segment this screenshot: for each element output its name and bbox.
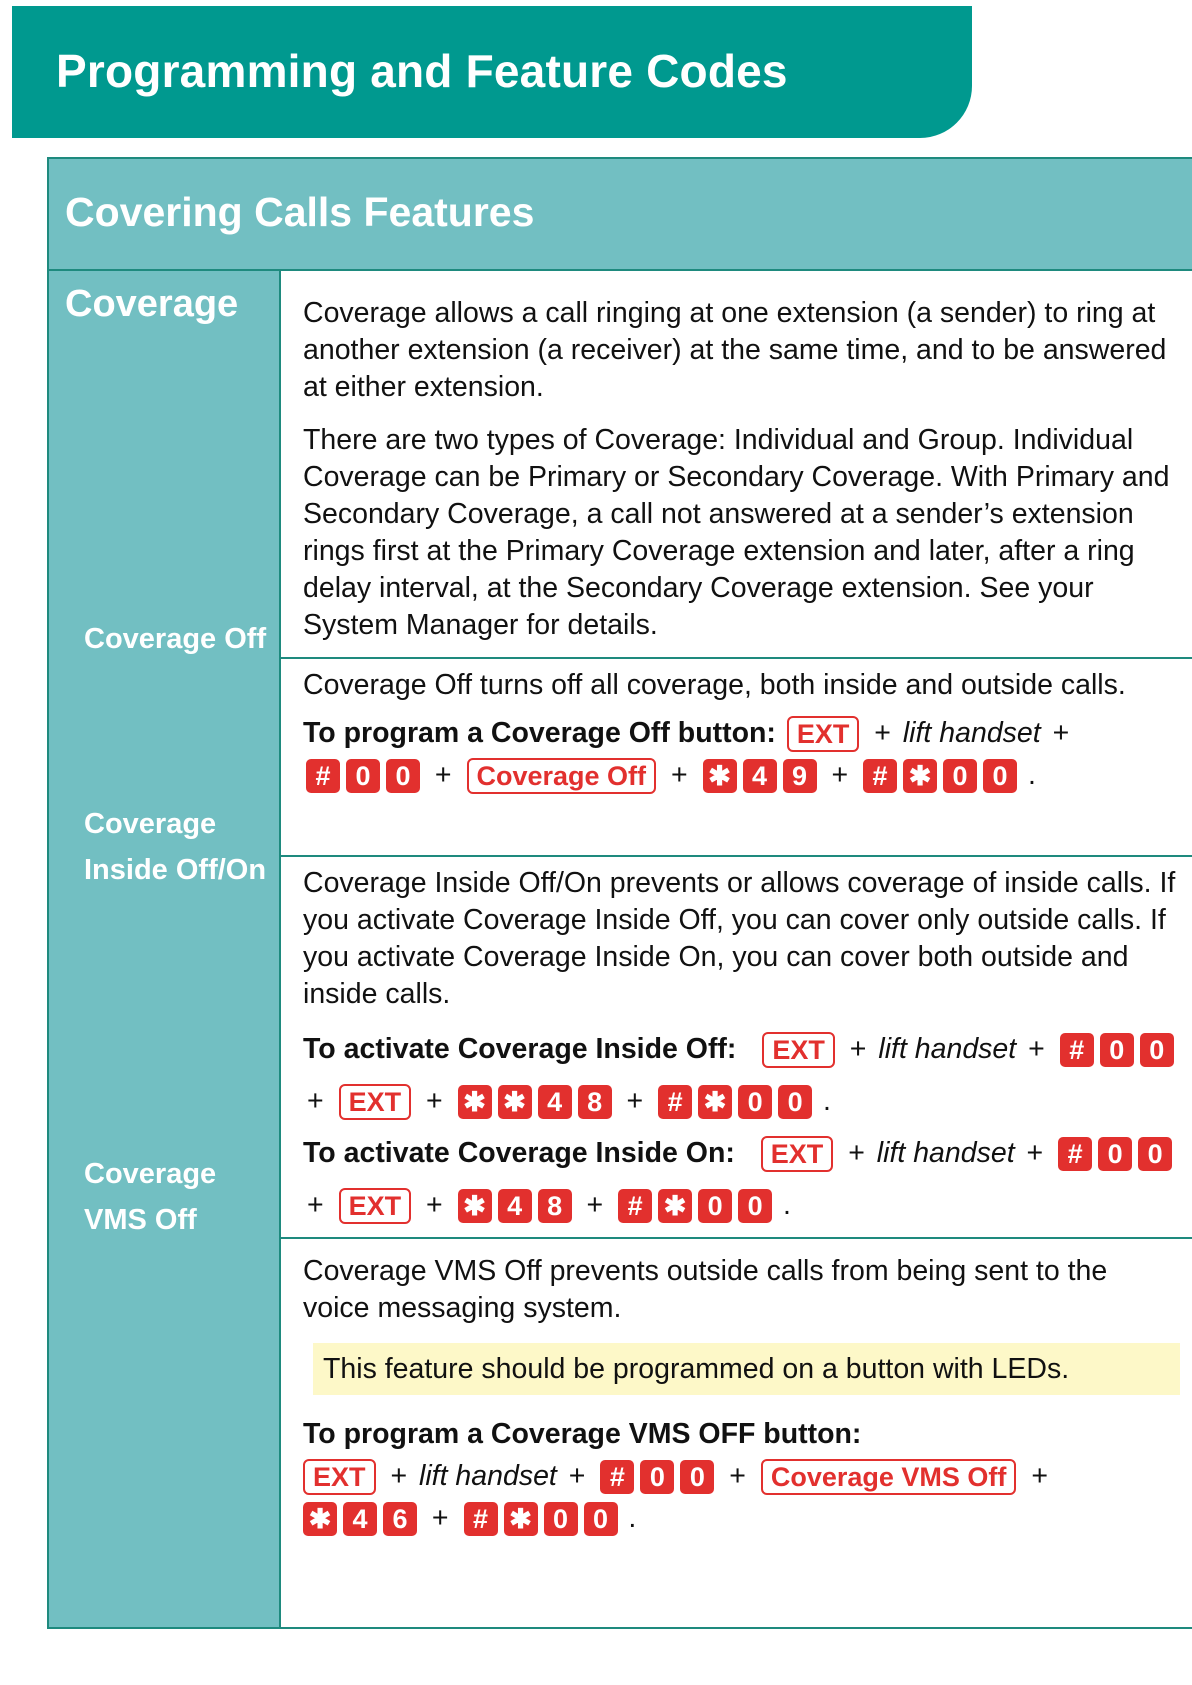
coverage-vms-off-button[interactable]: Coverage VMS Off (761, 1459, 1017, 1495)
hash-key[interactable]: # (306, 759, 340, 793)
card-header (49, 159, 1192, 271)
zero-key[interactable]: 0 (346, 759, 380, 793)
sidebar-coverage-inside (84, 801, 266, 893)
star-key[interactable]: ✱ (458, 1189, 492, 1223)
sidebar-coverage: Coverage (65, 283, 239, 325)
zero-key[interactable]: 0 (738, 1085, 772, 1119)
zero-key[interactable]: 0 (1138, 1137, 1172, 1171)
star-key[interactable]: ✱ (903, 759, 937, 793)
lift-handset-text: lift handset (878, 1033, 1017, 1065)
coverage-section (281, 295, 1192, 644)
eight-key[interactable]: 8 (538, 1189, 572, 1223)
hash-key[interactable]: # (658, 1085, 692, 1119)
sidebar-vms-line1: Coverage (84, 1158, 217, 1190)
lift-handset-text: lift handset (876, 1137, 1015, 1169)
coverage-off-description: Coverage Off turns off all coverage, both inside and outside calls. (303, 669, 1126, 701)
coverage-inside-section (281, 855, 1192, 1237)
ext-button[interactable]: EXT (339, 1084, 412, 1120)
coverage-off-instructions: To program a Coverage Off button: EXT + lift handset + # 0 0 + Coverage Off + ✱ 4 9 + # ✱ 0 0 . (303, 712, 1180, 796)
page-title: Programming and Feature Codes (56, 45, 788, 97)
coverage-vms-section (281, 1237, 1192, 1627)
coverage-inside-description: Coverage Inside Off/On prevents or allows coverage of inside calls. If you activate Coverage Inside Off, you can cover only outside calls. If you activate Coverage Inside On, you can cover both outside and inside calls. (303, 867, 1176, 1010)
coverage-description-1: Coverage allows a call ringing at one extension (a sender) to ring at another extension (a receiver) at the same time, and to be answered at either extension. (303, 297, 1167, 403)
sidebar-coverage-vms (84, 1151, 216, 1243)
zero-key[interactable]: 0 (1098, 1137, 1132, 1171)
zero-key[interactable]: 0 (943, 759, 977, 793)
zero-key[interactable]: 0 (640, 1460, 674, 1494)
zero-key[interactable]: 0 (778, 1085, 812, 1119)
four-key[interactable]: 4 (743, 759, 777, 793)
banner (12, 6, 972, 138)
four-key[interactable]: 4 (538, 1085, 572, 1119)
inside-on-label: To activate Coverage Inside On: (303, 1137, 735, 1169)
covering-calls-card (47, 157, 1192, 1629)
zero-key[interactable]: 0 (386, 759, 420, 793)
nine-key[interactable]: 9 (783, 759, 817, 793)
coverage-description-2: There are two types of Coverage: Individual and Group. Individual Coverage can be Primary or Secondary Coverage. With Primary and Secondary Coverage, a call not answered at a sender’s extension rings first at the Primary Coverage extension and later, after a ring delay interval, at the Secondary Coverage extension. See your System Manager for details. (303, 424, 1170, 641)
ext-button[interactable]: EXT (339, 1188, 412, 1224)
coverage-off-button[interactable]: Coverage Off (467, 758, 657, 794)
ext-button[interactable]: EXT (303, 1459, 376, 1495)
star-key[interactable]: ✱ (698, 1085, 732, 1119)
ext-button[interactable]: EXT (787, 716, 860, 752)
inside-off-label: To activate Coverage Inside Off: (303, 1033, 737, 1065)
hash-key[interactable]: # (863, 759, 897, 793)
card-title: Covering Calls Features (65, 189, 535, 235)
six-key[interactable]: 6 (383, 1502, 417, 1536)
star-key[interactable]: ✱ (303, 1502, 337, 1536)
zero-key[interactable]: 0 (1140, 1033, 1174, 1067)
zero-key[interactable]: 0 (1100, 1033, 1134, 1067)
sidebar-inside-line2: Inside Off/On (84, 854, 267, 886)
zero-key[interactable]: 0 (584, 1502, 618, 1536)
lift-handset-text: lift handset (902, 717, 1041, 749)
zero-key[interactable]: 0 (983, 759, 1017, 793)
ext-button[interactable]: EXT (761, 1136, 834, 1172)
sidebar (49, 271, 281, 1627)
sidebar-inside-line1: Coverage (84, 808, 217, 840)
star-key[interactable]: ✱ (458, 1085, 492, 1119)
coverage-vms-description: Coverage VMS Off prevents outside calls from being sent to the voice messaging system. (303, 1255, 1108, 1324)
four-key[interactable]: 4 (343, 1502, 377, 1536)
eight-key[interactable]: 8 (578, 1085, 612, 1119)
four-key[interactable]: 4 (498, 1189, 532, 1223)
star-key[interactable]: ✱ (504, 1502, 538, 1536)
sidebar-coverage-off: Coverage Off (84, 623, 267, 655)
coverage-inside-on-instructions: To activate Coverage Inside On: EXT + lift handset + # 0 0 + EXT + ✱ 4 8 + # ✱ 0 0 . (303, 1127, 1180, 1231)
hash-key[interactable]: # (1060, 1033, 1094, 1067)
hash-key[interactable]: # (618, 1189, 652, 1223)
zero-key[interactable]: 0 (544, 1502, 578, 1536)
sidebar-vms-line2: VMS Off (84, 1204, 197, 1236)
hash-key[interactable]: # (464, 1502, 498, 1536)
star-key[interactable]: ✱ (658, 1189, 692, 1223)
led-note: This feature should be programmed on a button with LEDs. (313, 1343, 1180, 1395)
coverage-off-instr-label: To program a Coverage Off button: (303, 717, 776, 749)
zero-key[interactable]: 0 (738, 1189, 772, 1223)
hash-key[interactable]: # (1058, 1137, 1092, 1171)
star-key[interactable]: ✱ (498, 1085, 532, 1119)
coverage-off-section (281, 657, 1192, 855)
star-key[interactable]: ✱ (703, 759, 737, 793)
vms-instr-label: To program a Coverage VMS OFF button: (303, 1418, 862, 1450)
ext-button[interactable]: EXT (762, 1032, 835, 1068)
zero-key[interactable]: 0 (698, 1189, 732, 1223)
lift-handset-text: lift handset (419, 1460, 557, 1492)
coverage-vms-instructions: To program a Coverage VMS OFF button: EXT + lift handset + # 0 0 + Coverage VMS Off + ✱ 4 6 + # ✱ 0 0 . (303, 1418, 1048, 1535)
zero-key[interactable]: 0 (680, 1460, 714, 1494)
hash-key[interactable]: # (600, 1460, 634, 1494)
coverage-inside-off-instructions: To activate Coverage Inside Off: EXT + lift handset + # 0 0 + EXT + ✱ ✱ 4 8 + # ✱ 0 0 . (303, 1023, 1180, 1127)
